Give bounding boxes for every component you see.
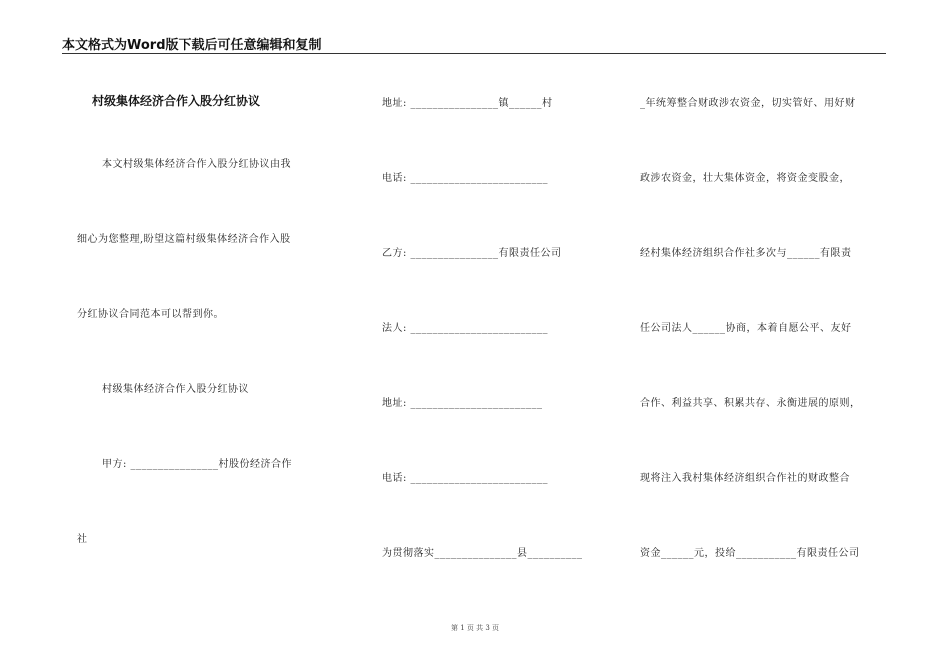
body-line: 政涉农资金，壮大集体资金，将资金变股金， bbox=[640, 173, 850, 184]
body-line: 细心为您整理,盼望这篇村级集体经济合作入股 bbox=[77, 234, 291, 245]
body-line: 社 bbox=[77, 534, 88, 545]
body-line: 甲方: ________________村股份经济合作 bbox=[102, 459, 293, 470]
body-line: 为贯彻落实_______________县__________ bbox=[382, 548, 583, 559]
body-line: 地址: ________________镇______村 bbox=[382, 98, 553, 109]
body-line: 现将注入我村集体经济组织合作社的财政整合 bbox=[640, 473, 850, 484]
document-title: 村级集体经济合作入股分红协议 bbox=[92, 94, 261, 108]
body-line: 电话: _________________________ bbox=[382, 473, 549, 484]
body-line: 任公司法人______协商，本着自愿公平、友好 bbox=[640, 323, 852, 334]
body-line: 乙方: ________________有限责任公司 bbox=[382, 248, 562, 259]
body-line: 分红协议合同范本可以帮到你。 bbox=[77, 309, 224, 320]
header-text: 本文格式为Word版下载后可任意编辑和复制 bbox=[62, 38, 322, 53]
page-header bbox=[62, 36, 886, 54]
body-line: 合作、利益共享、积累共存、永衡进展的原则， bbox=[640, 398, 861, 409]
body-line: 法人: _________________________ bbox=[382, 323, 549, 334]
body-line: _年统筹整合财政涉农资金，切实管好、用好财 bbox=[640, 98, 856, 109]
body-line: 村级集体经济合作入股分红协议 bbox=[102, 384, 249, 395]
body-line: 地址: ________________________ bbox=[382, 398, 543, 409]
body-line: 电话: _________________________ bbox=[382, 173, 549, 184]
body-line: 经村集体经济组织合作社多次与______有限责 bbox=[640, 248, 852, 259]
body-line: 本文村级集体经济合作入股分红协议由我 bbox=[102, 159, 291, 170]
page-number: 第 1 页 共 3 页 bbox=[450, 624, 500, 632]
body-line: 资金______元，投给___________有限责任公司 bbox=[640, 548, 860, 559]
